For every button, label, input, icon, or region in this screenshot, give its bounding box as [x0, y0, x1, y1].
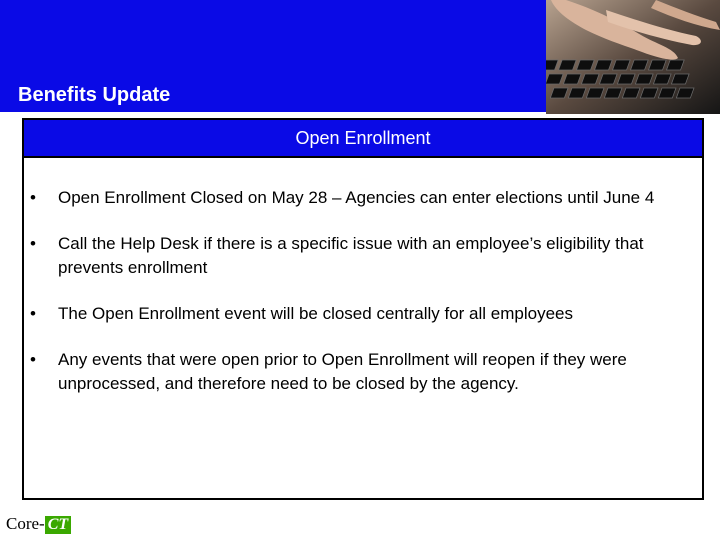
section-heading: Open Enrollment [22, 118, 704, 158]
keyboard-typing-photo-icon [546, 0, 720, 114]
bullet-item [30, 186, 690, 210]
core-ct-logo [6, 514, 71, 536]
bullet-item [30, 348, 690, 396]
bullet-text: Any events that were open prior to Open Enrollment will reopen if they were unprocessed, and therefore need to be closed by the agency. [58, 350, 627, 393]
bullet-marker: • [30, 234, 36, 253]
logo-highlight: CT [45, 516, 71, 534]
bullet-marker: • [30, 304, 36, 323]
slide-title: Benefits Update [18, 84, 171, 106]
logo-prefix: Core- [6, 514, 45, 533]
bullet-item [30, 302, 690, 326]
bullet-text: Open Enrollment Closed on May 28 – Agencies can enter elections until June 4 [58, 188, 655, 207]
bullet-marker: • [30, 350, 36, 369]
title-band-divider [0, 112, 548, 116]
bullet-text: The Open Enrollment event will be closed centrally for all employees [58, 304, 573, 323]
bullet-item [30, 232, 690, 280]
bullet-marker: • [30, 188, 36, 207]
bullet-list [30, 186, 690, 418]
keyboard-photo [546, 0, 720, 114]
bullet-text: Call the Help Desk if there is a specific issue with an employee’s eligibility that prevents enrollment [58, 234, 644, 277]
